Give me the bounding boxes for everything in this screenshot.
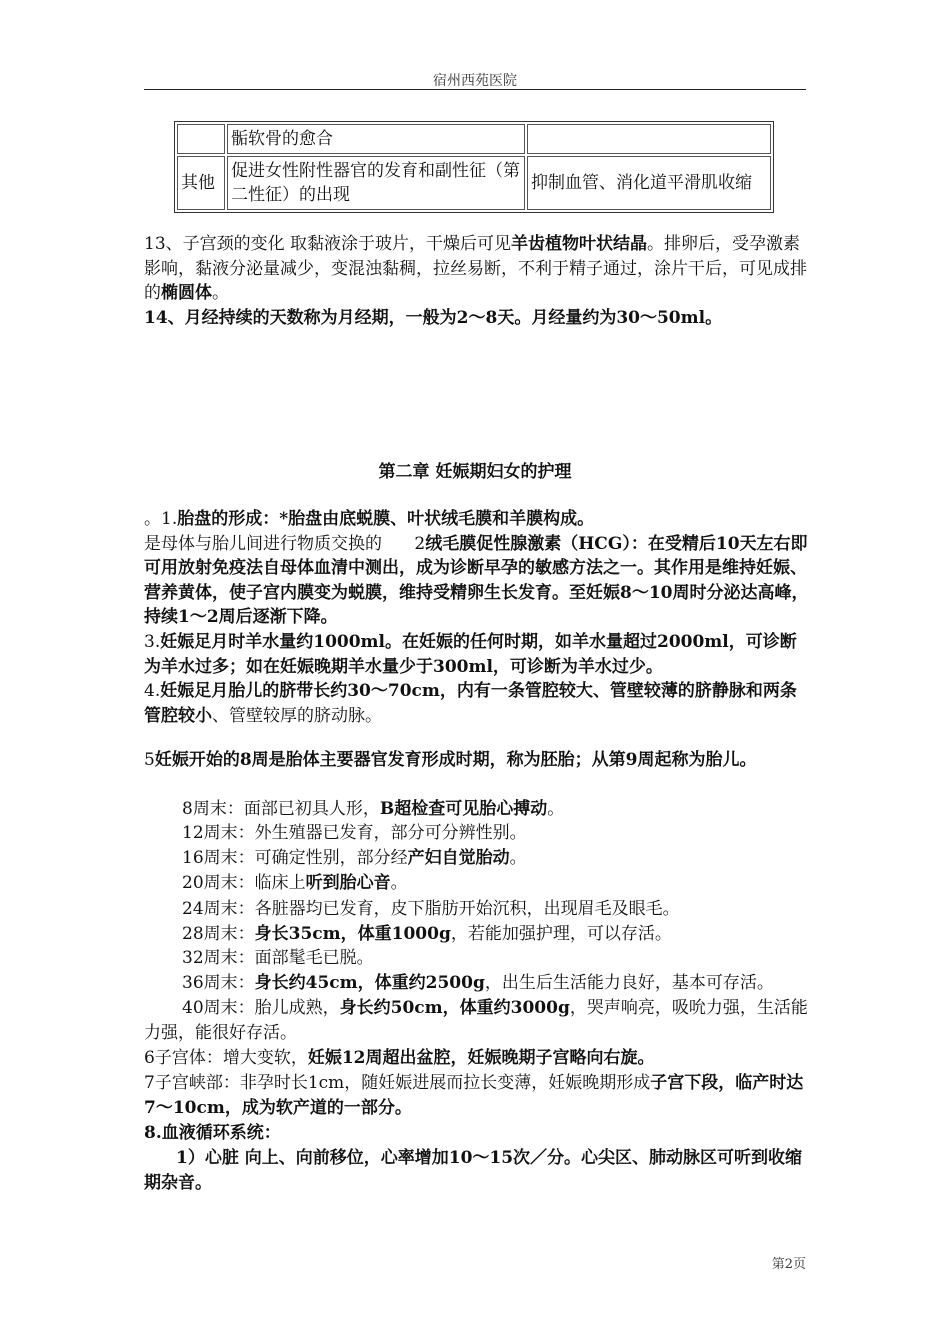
- paragraph-14: [144, 306, 809, 331]
- text: 是母体与胎儿间进行物质交换的 2: [144, 533, 426, 554]
- week-32: [144, 946, 847, 971]
- text-bold: 身长约50cm，体重约3000g: [339, 998, 570, 1018]
- text-bold: 身长35cm，体重1000g: [254, 924, 451, 944]
- text: 3.: [144, 632, 161, 652]
- text: 。: [212, 283, 229, 303]
- text-bold: 听到胎心音: [305, 873, 391, 893]
- text-bold: B超检查可见胎心搏动: [379, 799, 548, 819]
- week-8: [144, 797, 847, 822]
- text-bold: 妊娠12周超出盆腔，妊娠晚期子宫略向右旋。: [307, 1048, 655, 1068]
- section-5: [144, 748, 809, 773]
- table-cell: [527, 124, 771, 154]
- text: 16周末：可确定性别，部分经: [182, 848, 408, 868]
- paragraph-13: [144, 232, 809, 306]
- text-bold: 妊娠开始的8周是胎体主要器官发育形成时期，称为胚胎；从第9周起称为胎儿。: [154, 750, 757, 770]
- text-bold: 子宫下段，临产时达7～10cm，成为软产道的一部分。: [144, 1073, 804, 1118]
- text: 7子宫峡部：非孕时长1cm，随妊娠进展而拉长变薄，妊娠晚期形成: [144, 1073, 651, 1093]
- text: 14、月经持续的天数称为月经期，一般为2～8天。月经量约为30～50ml。: [144, 308, 723, 328]
- text: 。: [390, 873, 408, 893]
- section-8-1: [144, 1146, 809, 1195]
- text: 12周末：外生殖器已发育，部分可分辨性别。: [182, 823, 527, 843]
- week-16: [144, 846, 847, 871]
- text: 。: [547, 799, 565, 819]
- text: 40周末：胎儿成熟，: [182, 998, 340, 1018]
- text: 4.: [144, 681, 161, 701]
- text-bold: 胎盘的形成：*胎盘由底蜕膜、叶状绒毛膜和羊膜构成。: [177, 509, 595, 529]
- table-row: [177, 156, 771, 210]
- text: 。排卵后，受孕激素影响，黏液分泌量减少，变混浊黏稠，拉丝易断，不利于精子通过，涂片干后，可见成排的: [144, 234, 807, 303]
- hormone-table: [174, 121, 774, 213]
- week-12: [144, 821, 847, 846]
- text: 1）心脏 向上、向前移位，心率增加10～15次／分。心尖区、肺动脉区可听到收缩期杂音。: [144, 1148, 803, 1193]
- text: 。: [509, 848, 527, 868]
- table-cell: 促进女性附性器官的发育和副性征（第二性征）的出现: [227, 156, 525, 210]
- text: 8周末：面部已初具人形，: [182, 799, 380, 819]
- text-bold: 绒毛膜促性腺激素（HCG）：在受精后10天左右即可用放射免疫法自母体血清中测出，成为诊断早孕的敏感方法之一。其作用是维持妊娠、营养黄体，使子宫内膜变为蜕膜，维持受精卵生长发育。至妊娠8～10周时分泌达高峰，持续1～2周后逐渐下降。: [144, 533, 809, 627]
- text: 20周末：临床上: [182, 873, 306, 893]
- table-row: [177, 124, 771, 154]
- table-cell: [177, 124, 225, 154]
- text-bold: 妊娠足月胎儿的脐带长约30～70cm，内有一条管腔较大、管壁较薄的脐静脉和两条管腔较小: [144, 681, 797, 726]
- text: ，哭声响亮，吸吮力强，生活能力强，能很好存活。: [144, 998, 808, 1043]
- text: 8.血液循环系统：: [144, 1123, 281, 1143]
- text-bold: 产妇自觉胎动: [407, 848, 510, 868]
- week-24: [144, 897, 847, 922]
- page-header: 宿州西苑医院: [433, 73, 517, 89]
- text: 、管壁较厚的脐动脉。: [212, 705, 382, 726]
- text: ，出生后生活能力良好，基本可存活。: [484, 973, 774, 993]
- section-1: [144, 507, 809, 630]
- section-4: [144, 679, 809, 728]
- table-cell: 抑制血管、消化道平滑肌收缩: [527, 156, 771, 210]
- section-7: [144, 1071, 809, 1120]
- page-number: 第2页: [771, 1257, 806, 1272]
- section-3: [144, 630, 809, 679]
- text: 13、子宫颈的变化 取黏液涂于玻片，干燥后可见: [144, 234, 512, 254]
- text-bold: 羊齿植物叶状结晶: [511, 234, 648, 254]
- week-28: [144, 922, 847, 947]
- text: 36周末：: [182, 973, 255, 993]
- chapter-title: 第二章 妊娠期妇女的护理: [378, 462, 572, 482]
- text: 28周末：: [182, 924, 255, 944]
- text-bold: 妊娠足月时羊水量约1000ml。在妊娠的任何时期，如羊水量超过2000ml，可诊断为羊水过多；如在妊娠晚期羊水量少于300ml，可诊断为羊水过少。: [144, 632, 797, 677]
- section-8: [144, 1121, 809, 1146]
- week-20: [144, 871, 847, 896]
- text: 32周末：面部髦毛已脱。: [182, 948, 374, 968]
- week-40: [144, 996, 809, 1045]
- text: 24周末：各脏器均已发育，皮下脂肪开始沉积，出现眉毛及眼毛。: [182, 899, 680, 919]
- text-bold: 身长约45cm，体重约2500g: [254, 973, 485, 993]
- table-cell: 其他: [177, 156, 225, 210]
- section-6: [144, 1046, 809, 1071]
- table-cell: 骺软骨的愈合: [227, 124, 525, 154]
- text: 5: [144, 750, 155, 770]
- header-rule: [144, 89, 806, 90]
- text: 6子宫体：增大变软，: [144, 1048, 308, 1068]
- text: ，若能加强护理，可以存活。: [450, 924, 672, 944]
- text-bold: 椭圆体: [161, 283, 212, 303]
- week-36: [144, 971, 847, 996]
- text: 。1.: [144, 509, 178, 529]
